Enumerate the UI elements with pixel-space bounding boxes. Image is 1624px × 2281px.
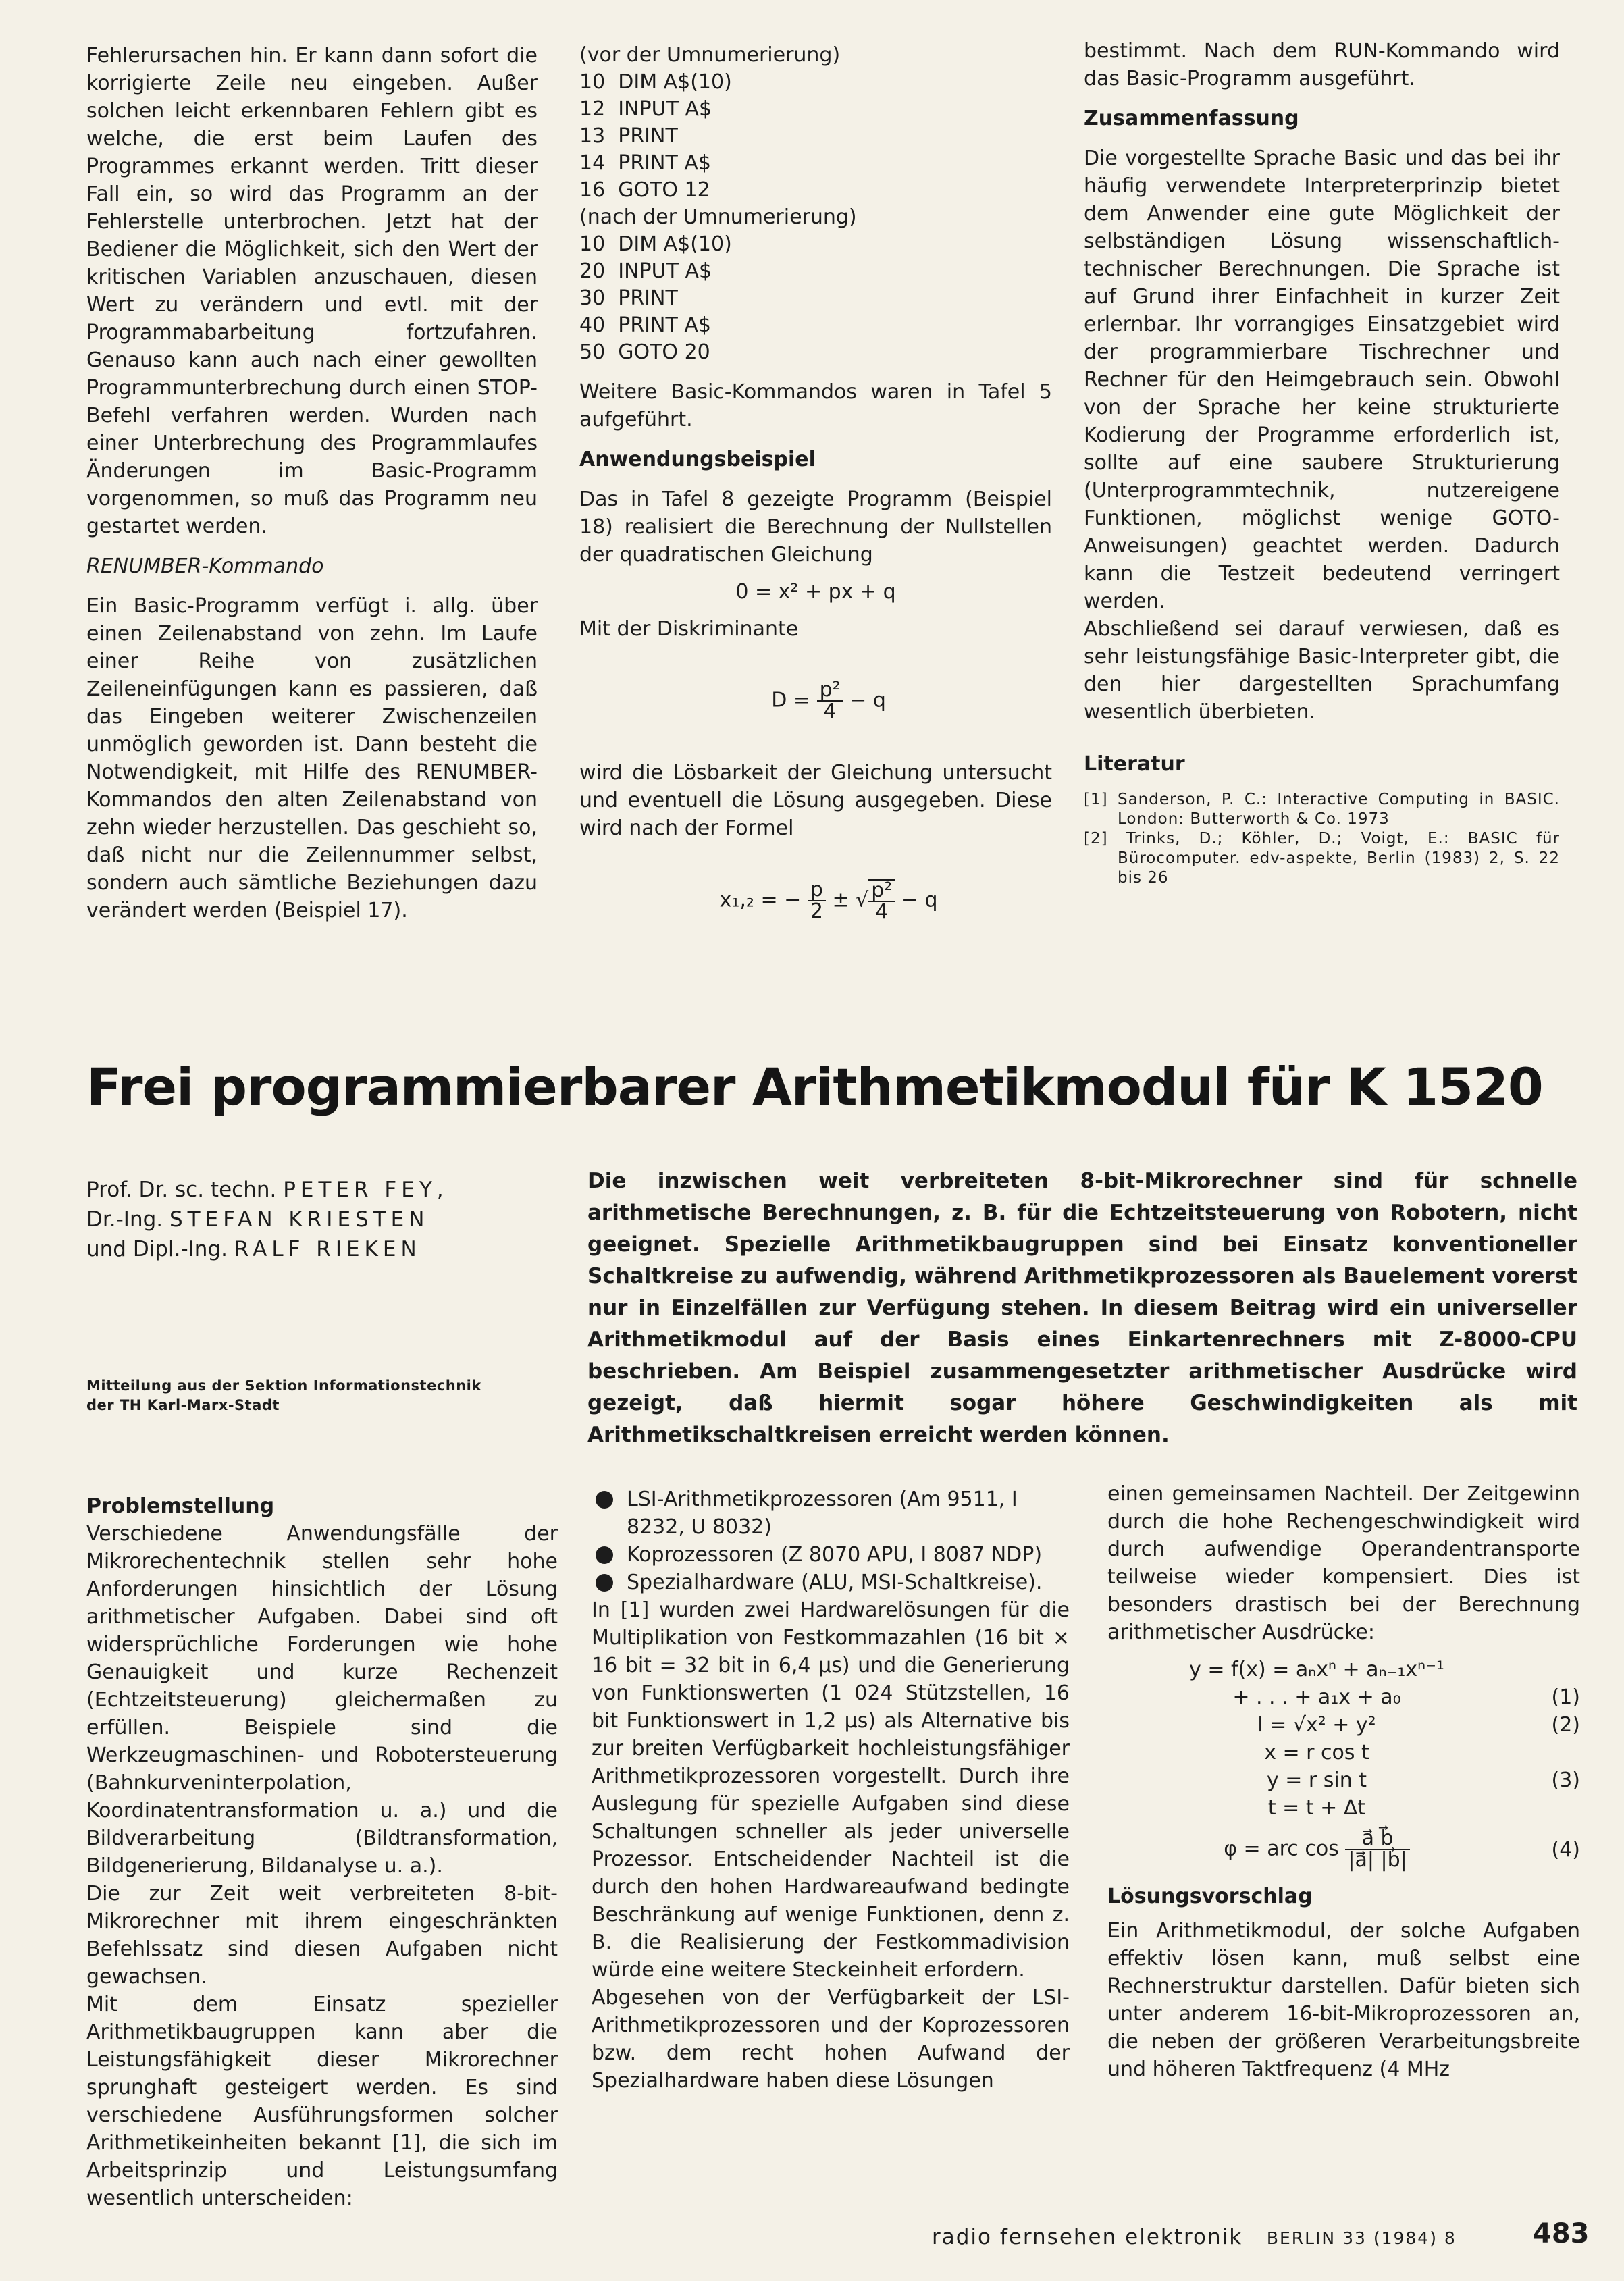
equation-4 [1107, 1829, 1580, 1870]
list-item [592, 1569, 1070, 1596]
equation-3c [1107, 1794, 1580, 1822]
reference-item: [2] Trinks, D.; Köhler, D.; Voigt, E.: BASIC für Bürocomputer. edv-aspekte, Berlin (1983) 2, S. 22 bis 26 [1084, 830, 1560, 887]
article-column-1 [86, 1492, 558, 2212]
equation-2 [1107, 1711, 1580, 1739]
paragraph: Weitere Basic-Kommandos waren in Tafel 5 aufgeführt. [579, 380, 1052, 431]
author-name: PETER FEY, [283, 1178, 448, 1202]
bullet-dot-icon [596, 1491, 613, 1509]
denominator: |a⃗| |b⃗| [1348, 1848, 1407, 1872]
page-number: 483 [1533, 2218, 1590, 2249]
eq-text: − q [843, 688, 886, 712]
article-column-2 [592, 1486, 1070, 2095]
code-line: 40 PRINT A$ [579, 313, 711, 337]
code-label-after: (nach der Umnumerierung) [579, 205, 857, 229]
code-line: 13 PRINT [579, 124, 678, 148]
bullet-list [592, 1486, 1070, 1596]
code-line: 50 GOTO 20 [579, 340, 710, 364]
paragraph: Das in Tafel 8 gezeigte Programm (Beispiel 18) realisiert die Berechnung der Nullstellen der quadratischen Gleichung [579, 488, 1052, 567]
author-prefix: und Dipl.-Ing. [86, 1237, 234, 1261]
paragraph: bestimmt. Nach dem RUN-Kommando wird das Basic-Programm ausgeführt. [1084, 39, 1560, 90]
equation-discriminant [579, 652, 1052, 750]
code-line: 14 PRINT A$ [579, 151, 711, 175]
paragraph: Abgesehen von der Verfügbarkeit der LSI-Arithmetikprozessoren und der Koprozessoren bzw. dem recht hohen Aufwand der Spezialhardware haben diese Lösungen [592, 1986, 1070, 2093]
eq-text: φ = arc cos [1224, 1837, 1346, 1861]
eq-text: x₁,₂ = − [719, 888, 808, 912]
list-item [592, 1541, 1070, 1569]
paragraph: Verschiedene Anwendungsfälle der Mikrorechentechnik stellen sehr hohe Anforderungen hinsichtlich der Lösung arithmetischer Aufgaben. Dabei sind oft widersprüchliche Forderungen wie hohe Genauigkeit und kurze Rechenzeit (Echtzeitsteuerung) gleichermaßen zu erfüllen. Beispiele sind die Werkzeugmaschinen- und Robotersteuerung (Bahnkurveninterpolation, Koordinatentransformation u. a.) und die Bildverarbeitung (Bildtransformation, Bildgenerierung, Bildanalyse u. a.). [86, 1522, 558, 1878]
eq-text: y = f(x) = aₙxⁿ + aₙ₋₁xⁿ⁻¹ [1189, 1658, 1444, 1681]
paragraph: Ein Basic-Programm verfügt i. allg. über einen Zeilenabstand von zehn. Im Laufe einer Reihe von zusätzlichen Zeileneinfügungen kann es passieren, daß das Eingeben weiterer Zwischenzeilen unmöglich geworden ist. Dann besteht die Notwendigkeit, mit Hilfe des RENUMBER-Kommandos den alten Zeilenabstand von zehn wieder herzustellen. Das geschieht so, daß nicht nur die Zeilennummer selbst, sondern auch sämtliche Beziehungen dazu verändert werden (Beispiel 17). [86, 594, 538, 922]
author [86, 1234, 448, 1264]
reference-item: [1] Sanderson, P. C.: Interactive Computing in BASIC. London: Butterworth & Co. 1973 [1084, 791, 1560, 828]
equation-roots [579, 851, 1052, 950]
eq-body [1107, 1829, 1526, 1870]
top-column-1 [86, 42, 538, 924]
code-line: 12 INPUT A$ [579, 97, 712, 121]
denominator: 4 [823, 700, 837, 723]
eq-text: l = √x² + y² [1257, 1713, 1376, 1737]
equation-quadratic: 0 = x² + px + q [735, 580, 896, 604]
paragraph: wird die Lösbarkeit der Gleichung untersucht und eventuell die Lösung ausgegeben. Diese wird nach der Formel [579, 761, 1052, 840]
top-column-3 [1084, 37, 1560, 888]
denominator: 2 [810, 899, 823, 923]
code-line: 16 GOTO 12 [579, 178, 710, 202]
code-line: 10 DIM A$(10) [579, 70, 732, 94]
notice-line: Mitteilung aus der Sektion Informationstechnik [86, 1378, 481, 1394]
eq-text: x = r cos t [1264, 1741, 1369, 1764]
equation-number: (2) [1551, 1713, 1580, 1737]
paragraph: Abschließend sei darauf verwiesen, daß es sehr leistungsfähige Basic-Interpreter gibt, die den hier dargestellten Sprachumfang wesentlich überbieten. [1084, 617, 1560, 724]
affiliation-notice [86, 1376, 519, 1415]
code-line: 30 PRINT [579, 286, 678, 310]
author-name: RALF RIEKEN [234, 1237, 421, 1261]
bullet-dot-icon [596, 1546, 613, 1564]
code-line: 20 INPUT A$ [579, 259, 712, 283]
author [86, 1205, 448, 1234]
eq-text: ± √ [825, 888, 869, 912]
numerator: p² [817, 680, 843, 702]
top-column-2 [579, 42, 1052, 960]
code-label-before: (vor der Umnumerierung) [579, 43, 841, 67]
article-column-3 [1107, 1480, 1580, 2083]
author-prefix: Dr.-Ing. [86, 1207, 169, 1232]
section-heading: Problemstellung [86, 1494, 275, 1518]
author-list [86, 1175, 448, 1264]
list-item-text: Spezialhardware (ALU, MSI-Schaltkreise). [627, 1571, 1043, 1594]
author [86, 1175, 448, 1205]
eq-text: y = r sin t [1266, 1768, 1367, 1792]
literature-heading: Literatur [1084, 752, 1185, 776]
paragraph: Mit der Diskriminante [579, 617, 799, 641]
section-heading: Anwendungsbeispiel [579, 448, 816, 471]
fraction [808, 880, 826, 922]
article-title: Frei programmierbarer Arithmetikmodul für K 1520 [86, 1057, 1543, 1117]
eq-text: − q [895, 888, 938, 912]
equation-number: (4) [1551, 1837, 1580, 1862]
numerator: p [808, 880, 826, 901]
author-name: STEFAN KRIESTEN [169, 1207, 429, 1232]
section-heading: Zusammenfassung [1084, 107, 1299, 130]
paragraph: In [1] wurden zwei Hardwarelösungen für die Multiplikation von Festkommazahlen (16 bit × 16 bit = 32 bit in 6,4 µs) und die Generierung von Funktionswerten (1 024 Stützstellen, 16 bit Funktionswert in 1,2 µs) als Alternative bis zur breiten Verfügbarkeit hochleistungsfähiger Arithmetikprozessoren vorgestellt. Durch ihre Auslegung für spezielle Aufgaben sind diese Schaltungen schneller als jeder universelle Prozessor. Entscheidender Nachteil ist die durch den hohen Hardwareaufwand bedingte Beschränkung auf wenige Funktionen, denn z. B. die Realisierung der Festkommadivision würde eine weitere Steckeinheit erfordern. [592, 1598, 1070, 1982]
fraction [868, 879, 895, 922]
numerator: p² [868, 881, 895, 902]
fraction [1345, 1829, 1409, 1870]
issue-info: BERLIN 33 (1984) 8 [1266, 2228, 1457, 2248]
eq-text: D = [771, 688, 817, 712]
paragraph: Die zur Zeit weit verbreiteten 8-bit-Mikrorechner mit ihrem eingeschränkten Befehlssatz sind diesen Aufgaben nicht gewachsen. [86, 1882, 558, 1989]
journal-name: radio fernsehen elektronik [932, 2225, 1243, 2249]
paragraph: Ein Arithmetikmodul, der solche Aufgaben effektiv lösen kann, muß selbst eine Rechnerstruktur darstellen. Dafür bieten sich unter anderem 16-bit-Mikroprozessoren an, die neben der größeren Verarbeitungsbreite und höheren Taktfrequenz (4 MHz [1107, 1919, 1580, 2081]
paragraph: Fehlerursachen hin. Er kann dann sofort die korrigierte Zeile neu eingeben. Außer solchen leicht erkennbaren Fehlern gibt es welche, die erst beim Laufen des Programmes erkannt werden. Tritt dieser Fall ein, so wird das Programm an der Fehlerstelle unterbrochen. Jetzt hat der Bediener die Möglichkeit, sich den Wert der kritischen Variablen anzuschauen, diesen Wert zu verändern und evtl. mit der Programmabarbeitung fortzufahren. Genauso kann auch nach einer gewollten Programmunterbrechung durch einen STOP-Befehl verfahren werden. Wurden nach einer Unterbrechung des Programmlaufes Änderungen im Basic-Programm vorgenommen, so muß das Programm neu gestartet werden. [86, 44, 538, 538]
fraction [817, 680, 843, 722]
eq-text: t = t + Δt [1267, 1796, 1366, 1820]
bullet-dot-icon [596, 1574, 613, 1592]
equation-number: (1) [1551, 1685, 1580, 1709]
list-item-text: LSI-Arithmetikprozessoren (Am 9511, I 8232, U 8032) [627, 1488, 1018, 1539]
paragraph: einen gemeinsamen Nachteil. Der Zeitgewinn durch die hohe Rechengeschwindigkeit wird durch aufwendige Operandentransporte teilweise wieder kompensiert. Dies ist besonders drastisch bei der Berechnung arithmetischer Ausdrücke: [1107, 1482, 1580, 1644]
notice-line: der TH Karl-Marx-Stadt [86, 1397, 280, 1413]
denominator: 4 [875, 900, 889, 924]
equation-number: (3) [1551, 1768, 1580, 1792]
paragraph: Die vorgestellte Sprache Basic und das bei ihr häufig verwendete Interpreterprinzip bietet dem Anwender eine gute Möglichkeit der selbständigen Lösung wissenschaftlich-technischer Berechnungen. Die Sprache ist auf Grund ihrer Einfachheit in kurzer Zeit erlernbar. Ihr vorrangiges Einsatzgebiet wird der programmierbare Tischrechner und Rechner für den Heimgebrauch sein. Obwohl von der Sprache her keine strukturierte Kodierung der Programme erforderlich ist, sollte auf eine saubere Strukturierung (Unterprogrammtechnik, nutzereigene Funktionen, möglichst wenige GOTO-Anweisungen) geachtet werden. Dadurch kann die Testzeit bedeutend verringert werden. [1084, 147, 1560, 613]
equation-3b [1107, 1766, 1580, 1794]
article-abstract: Die inzwischen weit verbreiteten 8-bit-Mikrorechner sind für schnelle arithmetische Berechnungen, z. B. für die Echtzeitsteuerung von Robotern, nicht geeignet. Spezielle Arithmetikbaugruppen sind bei Einsatz konventioneller Schaltkreise zu aufwendig, während Arithmetikprozessoren als Bauelement vorerst nur in Einzelfällen zur Verfügung stehen. In diesem Beitrag wird ein universeller Arithmetikmodul auf der Basis eines Einkartenrechners mit Z-8000-CPU beschrieben. Am Beispiel zusammengesetzter arithmetischer Ausdrücke wird gezeigt, daß hiermit sogar höhere Geschwindigkeiten als mit Arithmetikschaltkreisen erreicht werden können. [587, 1169, 1577, 1447]
equation-1 [1107, 1656, 1580, 1683]
equation-3a [1107, 1739, 1580, 1766]
list-item [592, 1486, 1070, 1541]
section-heading: Lösungsvorschlag [1107, 1885, 1313, 1908]
page-footer [932, 2225, 1457, 2249]
section-heading: RENUMBER-Kommando [86, 554, 324, 578]
numerator: a⃗ b⃗ [1345, 1829, 1409, 1850]
eq-text: + . . . + a₁x + a₀ [1232, 1685, 1401, 1709]
list-item-text: Koprozessoren (Z 8070 APU, I 8087 NDP) [627, 1543, 1043, 1567]
equation-1-cont [1107, 1683, 1580, 1711]
author-prefix: Prof. Dr. sc. techn. [86, 1178, 284, 1202]
paragraph: Mit dem Einsatz spezieller Arithmetikbaugruppen kann aber die Leistungsfähigkeit dieser Mikrorechner sprunghaft gesteigert werden. Es sind verschiedene Ausführungsformen solcher Arithmetikeinheiten bekannt [1], die sich im Arbeitsprinzip und Leistungsumfang wesentlich unterscheiden: [86, 1993, 558, 2210]
code-line: 10 DIM A$(10) [579, 232, 732, 256]
